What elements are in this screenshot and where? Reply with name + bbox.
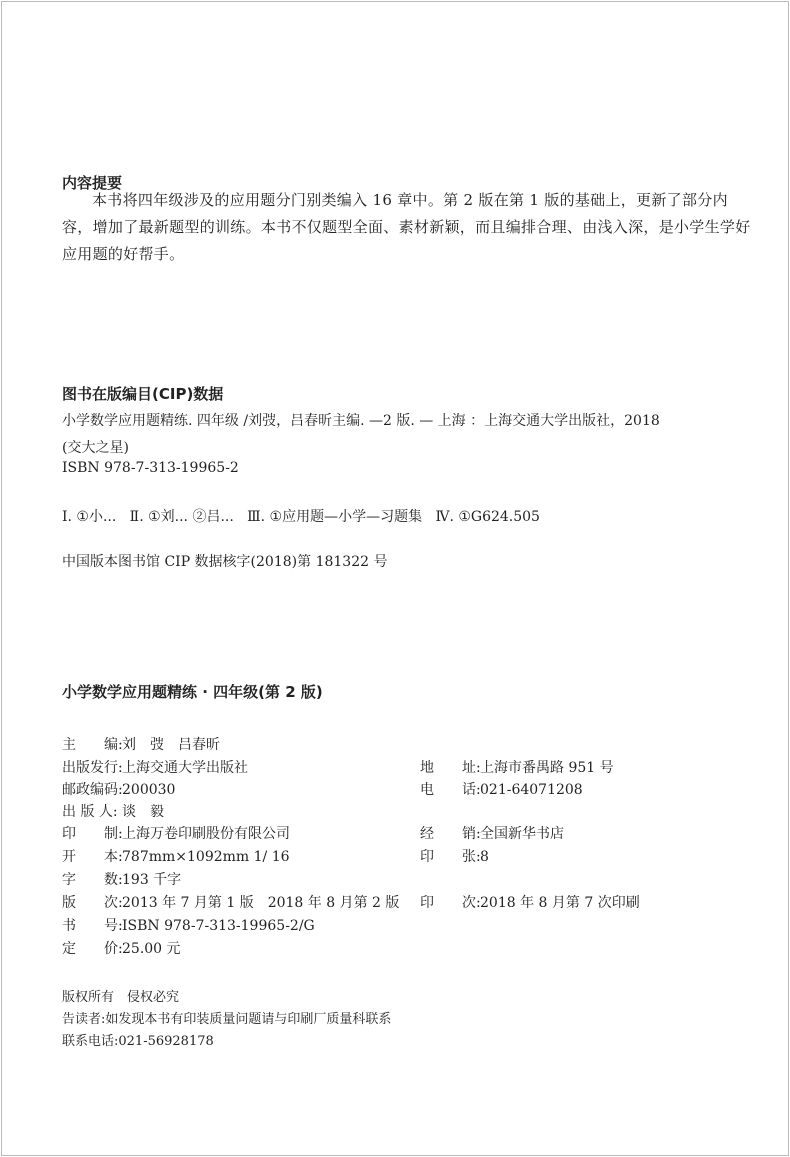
- detail-label: 邮政编码:: [62, 782, 123, 798]
- detail-row: [62, 801, 164, 823]
- detail-row: [62, 938, 181, 960]
- contact-phone: 联系电话:021-56928178: [62, 1034, 214, 1049]
- cip-isbn: ISBN 978-7-313-19965-2: [62, 460, 239, 476]
- detail-row: [62, 869, 181, 891]
- detail-label: 开 本:: [62, 849, 123, 865]
- reader-notice: 告读者:如发现本书有印装质量问题请与印刷厂质量科联系: [62, 1012, 392, 1027]
- detail-value: 上海交通大学出版社: [122, 760, 248, 776]
- detail-row: [420, 779, 583, 801]
- detail-label: 出版发行:: [62, 760, 123, 776]
- summary-heading: 内容提要: [62, 174, 123, 192]
- detail-value: 2018 年 8 月第 7 次印刷: [480, 895, 640, 911]
- detail-label: 书 号:: [62, 918, 123, 934]
- detail-label: 出 版 人:: [62, 804, 118, 820]
- detail-value: 787mm×1092mm 1/ 16: [122, 849, 290, 865]
- copyright-notice: 版权所有 侵权必究: [62, 990, 180, 1005]
- detail-label: 定 价:: [62, 941, 123, 957]
- detail-label: 印 制:: [62, 826, 123, 842]
- detail-value: 193 千字: [122, 872, 182, 888]
- detail-value: 上海市番禺路 951 号: [480, 760, 614, 776]
- book-title: 小学数学应用题精练 · 四年级(第 2 版): [62, 683, 323, 701]
- detail-value: 25.00 元: [122, 941, 181, 957]
- detail-label: 经 销:: [420, 826, 481, 842]
- detail-row: [62, 846, 290, 868]
- cip-line1: 小学数学应用题精练. 四年级 /刘弢，吕春昕主编. —2 版. — 上海 ：上海交通大学出版社，2018: [62, 413, 660, 429]
- cip-record: 中国版本图书馆 CIP 数据核字(2018)第 181322 号: [62, 554, 388, 570]
- detail-row: [62, 915, 315, 937]
- detail-row: [62, 823, 290, 845]
- detail-row: [62, 757, 248, 779]
- cip-heading: 图书在版编目(CIP)数据: [62, 385, 224, 403]
- detail-label: 电 话:: [420, 782, 481, 798]
- detail-row: [420, 823, 564, 845]
- detail-row: [62, 734, 220, 756]
- detail-value: 200030: [122, 782, 176, 798]
- cip-line2: (交大之星): [62, 440, 129, 456]
- summary-text: 本书将四年级涉及的应用题分门别类编入 16 章中。第 2 版在第 1 版的基础上，更新了部分内容，增加了最新题型的训练。本书不仅题型全面、素材新颖，而且编排合理、由浅入深，是小学生学好应用题的好帮手。: [62, 191, 751, 263]
- detail-row: [62, 779, 175, 801]
- detail-row: [420, 846, 489, 868]
- detail-value: 全国新华书店: [480, 826, 564, 842]
- detail-row: [420, 892, 640, 914]
- detail-label: 印 次:: [420, 895, 481, 911]
- detail-label: 印 张:: [420, 849, 481, 865]
- detail-row: [62, 892, 399, 914]
- detail-value: 刘 弢 吕春昕: [122, 737, 220, 753]
- detail-row: [420, 757, 614, 779]
- detail-label: 字 数:: [62, 872, 123, 888]
- detail-value: 021-64071208: [480, 782, 583, 798]
- detail-value: 8: [480, 849, 489, 865]
- detail-label: 主 编:: [62, 737, 123, 753]
- detail-label: 地 址:: [420, 760, 481, 776]
- detail-value: 上海万卷印刷股份有限公司: [122, 826, 290, 842]
- cip-classification: Ⅰ. ①小... Ⅱ. ①刘... ②吕... Ⅲ. ①应用题—小学—习题集 Ⅳ. ①G624.505: [62, 509, 540, 525]
- detail-value: 2013 年 7 月第 1 版 2018 年 8 月第 2 版: [122, 895, 400, 911]
- detail-value: 谈 毅: [122, 804, 164, 820]
- detail-label: 版 次:: [62, 895, 123, 911]
- detail-value: ISBN 978-7-313-19965-2/G: [122, 918, 315, 934]
